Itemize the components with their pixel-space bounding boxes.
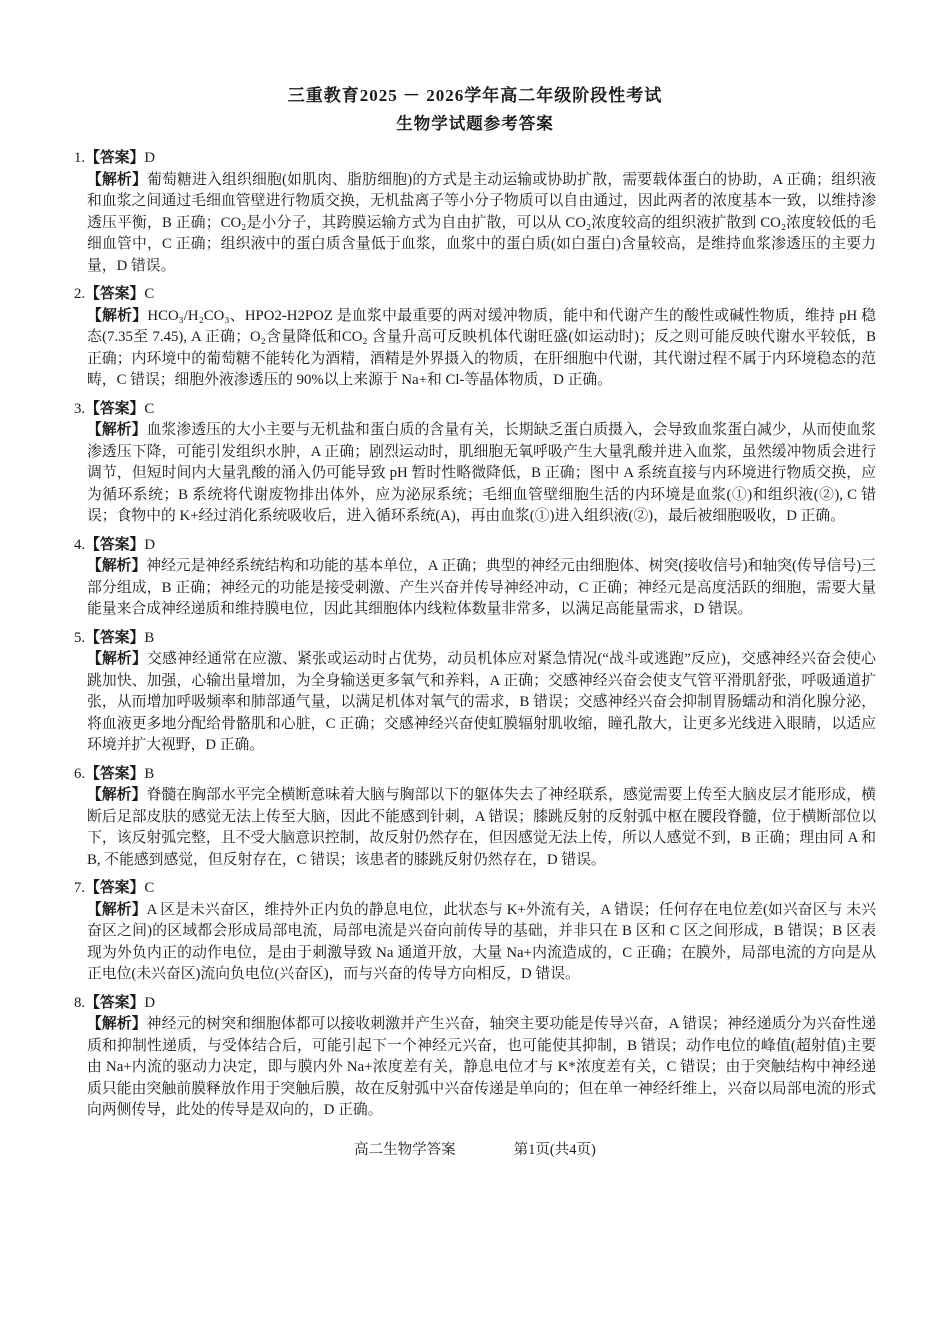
footer-page-number: 第1页(共4页)	[513, 1141, 596, 1158]
analysis-label: 【解析】	[87, 901, 147, 918]
analysis-label: 【解析】	[87, 171, 148, 188]
answer-label: 【答案】	[85, 994, 145, 1011]
document-title: 三重教育2025 － 2026学年高二年级阶段性考试	[287, 86, 663, 105]
analysis-paragraph	[87, 420, 876, 528]
answer-item	[74, 878, 876, 986]
answer-item	[74, 993, 876, 1122]
analysis-paragraph	[87, 556, 876, 621]
answer-line	[74, 284, 876, 306]
analysis-label: 【解析】	[87, 307, 148, 324]
answer-line	[74, 399, 876, 421]
analysis-label: 【解析】	[87, 422, 147, 438]
question-number: 3.	[74, 400, 86, 417]
answer-letter: D	[144, 150, 155, 166]
answer-letter: C	[144, 400, 155, 417]
question-number: 8.	[74, 994, 86, 1011]
analysis-text: 血浆渗透压的大小主要与无机盐和蛋白质的含量有关，长期缺乏蛋白质摄入，会导致血浆蛋白减少，从而使血浆渗透压下降，可能引发组织水肿，A 正确；剧烈运动时，肌细胞无氧呼吸产生大量乳酸并进入血浆，虽然缓冲物质会进行调节，但短时间内大量乳酸的涌入仍可能导致 pH 暂时性略微降低，B 正确；图中 A 系统直接与内环境进行物质交换，应为循环系统；B 系统将代谢废物排出体外，应为泌尿系统；毛细血管壁细胞生活的内环境是血浆(①)和组织液(②), C 错误；食物中的 K+经过消化系统吸收后，进入循环系统(A)，再由血浆(①)进入组织液(②)，最后被细胞吸收，D 正确。	[87, 422, 876, 524]
analysis-text: 脊髓在胸部水平完全横断意味着大脑与胸部以下的躯体失去了神经联系，感觉需要上传至大脑皮层才能形成，横断后足部皮肤的感觉无法上传至大脑，因此不能感到针刺，A 错误；膝跳反射的反射弧中枢在腰段脊髓，位于横断部位以下，该反射弧完整，且不受大脑意识控制，故反射仍然存在，但因感觉无法上传，所以人感觉不到，B 正确；理由同 A 和 B, 不能感到感觉，但反射存在，C 错误；该患者的膝跳反射仍然存在，D 错误。	[87, 787, 876, 868]
answer-item	[74, 148, 876, 277]
question-number: 1.	[74, 150, 86, 166]
question-number: 5.	[74, 629, 86, 646]
answer-line	[74, 148, 876, 170]
answer-item	[74, 284, 876, 392]
answers-list	[74, 148, 876, 1122]
analysis-text: HCO₃/H₂CO₃、HPO2-H2POZ 是血浆中最重要的两对缓冲物质，能中和代谢产生的酸性或碱性物质，维持 pH 稳态(7.35至 7.45), A 正确；O₂含量降低和CO₂ 含量升高可反映机体代谢旺盛(如运动时)；反之则可能反映代谢水平较低，B 正确；内环境中的葡萄糖不能转化为酒精，酒精是外界摄入的物质，在肝细胞中代谢，其代谢过程不属于内环境稳态的范畴，C 错误；细胞外液渗透压的 90%以上来源于 Na+和 Cl-等晶体物质，D 正确。	[87, 307, 876, 388]
question-number: 6.	[74, 765, 86, 782]
answer-item	[74, 628, 876, 757]
answer-label: 【答案】	[85, 400, 145, 417]
analysis-label: 【解析】	[87, 1016, 147, 1032]
analysis-text: 葡萄糖进入组织细胞(如肌肉、脂肪细胞)的方式是主动运输或协助扩散，需要载体蛋白的协助，A 正确；组织液和血浆之间通过毛细血管壁进行物质交换，无机盐离子等小分子物质可以自由通过，因此两者的浓度基本一致，以维持渗透压平衡，B 正确；CO₂是小分子，其跨膜运输方式为自由扩散，可以从 CO₂浓度较高的组织液扩散到 CO₂浓度较低的毛细血管中，C 正确；组织液中的蛋白质含量低于血浆，血浆中的蛋白质(如白蛋白)含量较高，是维持血浆渗透压的主要力量，D 错误。	[87, 171, 876, 274]
answer-label: 【答案】	[85, 536, 145, 553]
analysis-text: 神经元是神经系统结构和功能的基本单位，A 正确；典型的神经元由细胞体、树突(接收信号)和轴突(传导信号)三部分组成，B 正确；神经元的功能是接受刺激、产生兴奋并传导神经冲动，C 正确；神经元是高度活跃的细胞，需要大量能量来合成神经递质和维持膜电位，因此其细胞体内线粒体数量非常多，以满足高能量需求，D 错误。	[87, 558, 876, 617]
answer-letter: D	[144, 994, 155, 1011]
question-number: 4.	[74, 536, 86, 553]
analysis-paragraph	[87, 306, 876, 392]
answer-label: 【答案】	[85, 629, 145, 646]
answer-label: 【答案】	[85, 150, 145, 166]
analysis-text: 交感神经通常在应激、紧张或运动时占优势，动员机体应对紧急情况(“战斗或逃跑”反应)，交感神经兴奋会使心跳加快、加强，心输出量增加，为全身输送更多氧气和养料，A 正确；交感神经兴奋会使支气管平滑肌舒张，呼吸通道扩张，从而增加呼吸频率和肺部通气量，以满足机体对氧气的需求，B 错误；交感神经兴奋会抑制胃肠蠕动和消化腺分泌，将血液更多地分配给骨骼肌和心脏，C 正确；交感神经兴奋使虹膜辐射肌收缩，瞳孔散大，让更多光线进入眼睛，以适应环境并扩大视野，D 正确。	[87, 651, 876, 753]
answer-letter: C	[144, 880, 155, 896]
analysis-paragraph	[87, 170, 876, 278]
page-footer	[74, 1140, 876, 1161]
analysis-label: 【解析】	[87, 558, 147, 574]
analysis-label: 【解析】	[87, 787, 147, 803]
analysis-paragraph	[87, 1014, 876, 1122]
answer-line	[74, 764, 876, 786]
answer-letter: B	[144, 629, 155, 646]
question-number: 2.	[74, 286, 86, 302]
analysis-text: 神经元的树突和细胞体都可以接收刺激并产生兴奋，轴突主要功能是传导兴奋，A 错误；神经递质分为兴奋性递质和抑制性递质，与受体结合后，可能引起下一个神经元兴奋，也可能使其抑制，B 错误；动作电位的峰值(超射值)主要由 Na+内流的驱动力决定，即与膜内外 Na+浓度差有关，静息电位才与 K*浓度差有关，C 错误；由于突触结构中神经递质只能由突触前膜释放作用于突触后膜，故在反射弧中兴奋传递是单向的；但在单一神经纤维上，兴奋以局部电流的形式向两侧传导，此处的传导是双向的，D 正确。	[87, 1016, 876, 1118]
answer-item	[74, 399, 876, 528]
answer-letter: C	[144, 286, 155, 302]
answer-label: 【答案】	[85, 286, 145, 302]
answer-line	[74, 993, 876, 1015]
footer-doc-name: 高二生物学答案	[354, 1141, 456, 1158]
answer-line	[74, 628, 876, 650]
analysis-text: A 区是未兴奋区，维持外正内负的静息电位，此状态与 K+外流有关，A 错误；任何存在电位差(如兴奋区与 未兴奋区之间)的区域都会形成局部电流，局部电流是兴奋向前传导的基础，并非只在 B 区和 C 区之间形成，B 错误；B 区表现为外负内正的动作电位，是由于刺激导致 Na 通道开放，大量 Na+内流造成的，C 正确；在膜外，局部电流的方向是从正电位(未兴奋区)流向负电位(兴奋区)，而与兴奋的传导方向相反，D 错误。	[87, 901, 876, 982]
answer-item	[74, 535, 876, 621]
analysis-paragraph	[87, 785, 876, 871]
question-number: 7.	[74, 880, 86, 896]
answer-line	[74, 535, 876, 557]
analysis-paragraph	[87, 900, 876, 986]
answer-line	[74, 878, 876, 900]
answer-label: 【答案】	[85, 765, 145, 782]
answer-letter: D	[144, 536, 155, 553]
answer-item	[74, 764, 876, 872]
answer-label: 【答案】	[85, 880, 145, 896]
answer-letter: B	[144, 765, 155, 782]
analysis-paragraph	[87, 649, 876, 757]
analysis-label: 【解析】	[87, 651, 148, 667]
document-subtitle: 生物学试题参考答案	[396, 114, 554, 133]
